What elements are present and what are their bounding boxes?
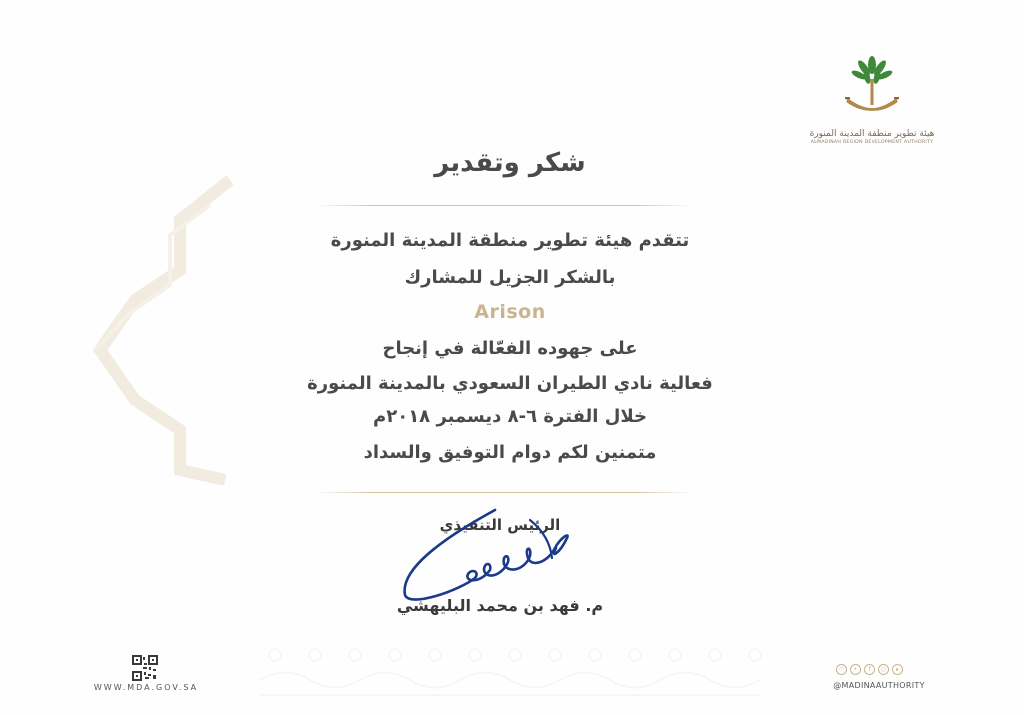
footer-watermark-pattern — [255, 645, 765, 705]
handwritten-signature — [380, 500, 590, 610]
body-line-6: متمنين لكم دوام التوفيق والسداد — [363, 442, 657, 463]
bottom-divider — [315, 492, 693, 493]
decorative-geometric-pattern — [60, 175, 240, 485]
social-handle[interactable]: @MADINAAUTHORITY — [833, 681, 925, 690]
twitter-icon[interactable]: • — [850, 664, 861, 675]
top-divider — [315, 205, 693, 206]
signatory-name: م. فهد بن محمد البليهشي — [396, 596, 604, 615]
youtube-icon[interactable]: ▸ — [892, 664, 903, 675]
signatory-title: الرئيس التنفيذي — [439, 516, 561, 534]
facebook-icon[interactable]: f — [864, 664, 875, 675]
body-line-3: على جهوده الفعّالة في إنجاح — [382, 338, 638, 359]
recipient-name: Arison — [474, 301, 546, 323]
palm-and-swords-icon — [837, 55, 907, 125]
social-icons-row — [836, 664, 903, 675]
website-url: WWW.MDA.GOV.SA — [93, 683, 199, 692]
body-line-1: تتقدم هيئة تطوير منطقة المدينة المنورة — [330, 230, 690, 251]
body-line-2: بالشكر الجزيل للمشارك — [404, 267, 616, 288]
certificate-title: شكر وتقدير — [434, 148, 586, 178]
logo-english-name: ALMADINAH REGION DEVELOPMENT AUTHORITY — [810, 140, 934, 145]
body-line-4: فعالية نادي الطيران السعودي بالمدينة المنورة — [307, 373, 713, 394]
logo-arabic-name: هيئة تطوير منطقة المدينة المنورة — [809, 129, 935, 139]
qr-code-icon — [132, 655, 158, 681]
authority-logo — [792, 55, 952, 145]
instagram-icon[interactable]: ○ — [878, 664, 889, 675]
snapchat-icon[interactable]: ◠ — [836, 664, 847, 675]
body-line-5: خلال الفترة ٦-٨ ديسمبر ٢٠١٨م — [373, 406, 647, 427]
